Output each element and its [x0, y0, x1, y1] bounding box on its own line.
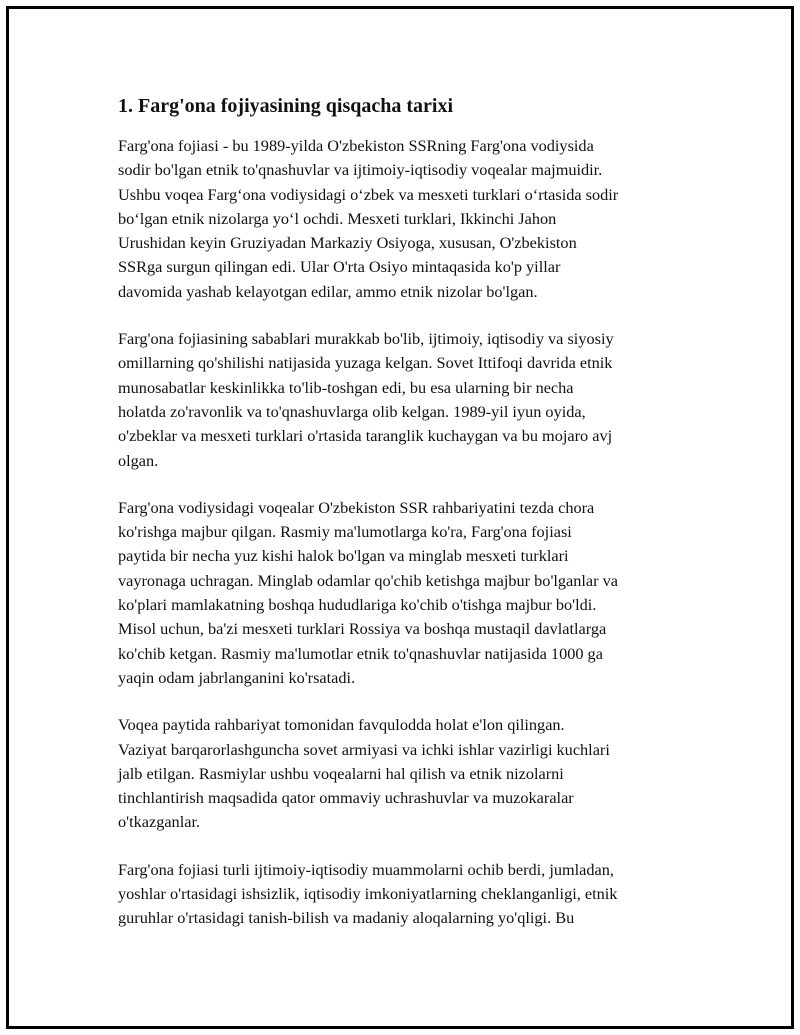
- text-line: jalb etilgan. Rasmiylar ushbu voqealarni hal qilish va etnik nizolarni: [118, 763, 564, 783]
- text-line: omillarning qo'shilishi natijasida yuzaga kelgan. Sovet Ittifoqi davrida etnik: [118, 353, 613, 373]
- section-heading: 1. Farg'ona fojiyasining qisqacha tarixi: [118, 95, 454, 117]
- text-line: Farg'ona fojiasi - bu 1989-yilda O'zbekiston SSRning Farg'ona vodiysida: [118, 136, 594, 155]
- text-line: yaqin odam jabrlanganini ko'rsatadi.: [118, 667, 356, 687]
- text-line: guruhlar o'rtasidagi tanish-bilish va madaniy aloqalarning yo'qligi. Bu: [118, 908, 575, 928]
- paragraph-5: [118, 858, 698, 931]
- text-line: Vaziyat barqarorlashguncha sovet armiyasi va ichki ishlar vazirligi kuchlari: [118, 739, 610, 759]
- paragraph-4: [118, 713, 698, 834]
- text-line: ko'chib ketgan. Rasmiy ma'lumotlar etnik to'qnashuvlar natijasida 1000 ga: [118, 643, 603, 663]
- text-line: munosabatlar keskinlikka to'lib-toshgan edi, bu esa ularning bir necha: [118, 377, 574, 397]
- paragraph-3: [118, 496, 698, 690]
- text-line: vayronaga uchragan. Minglab odamlar qo'chib ketishga majbur bo'lganlar va: [118, 570, 619, 590]
- document-body: [118, 92, 698, 954]
- text-line: ko'plari mamlakatning boshqa hududlariga ko'chib o'tishga majbur bo'ldi.: [118, 595, 597, 615]
- text-line: o'tkazganlar.: [118, 812, 201, 832]
- text-line: paytida bir necha yuz kishi halok bo'lgan va minglab mesxeti turklari: [118, 546, 569, 566]
- text-line: davomida yashab kelayotgan edilar, ammo etnik nizolar bo'lgan.: [118, 281, 538, 301]
- text-line: Farg'ona fojiasi turli ijtimoiy-iqtisodiy muammolarni ochib berdi, jumladan,: [118, 859, 614, 879]
- text-line: Ushbu voqea Farg‘ona vodiysidagi o‘zbek va mesxeti turklari o‘rtasida sodir: [118, 184, 619, 204]
- text-line: o'zbeklar va mesxeti turklari o'rtasida taranglik kuchaygan va bu mojaro avj: [118, 426, 613, 446]
- text-line: tinchlantirish maqsadida qator ommaviy uchrashuvlar va muzokaralar: [118, 788, 574, 808]
- text-line: olgan.: [118, 450, 159, 470]
- text-line: holatda zo'ravonlik va to'qnashuvlarga olib kelgan. 1989-yil iyun oyida,: [118, 401, 586, 421]
- paragraph-1: [118, 134, 698, 304]
- text-line: Misol uchun, ba'zi mesxeti turklari Rossiya va boshqa mustaqil davlatlarga: [118, 619, 607, 639]
- text-line: ko'rishga majbur qilgan. Rasmiy ma'lumotlarga ko'ra, Farg'ona fojiasi: [118, 522, 572, 542]
- paragraph-2: [118, 327, 698, 473]
- text-line: sodir bo'lgan etnik to'qnashuvlar va ijtimoiy-iqtisodiy voqealar majmuidir.: [118, 160, 603, 180]
- text-line: yoshlar o'rtasidagi ishsizlik, iqtisodiy imkoniyatlarning cheklanganligi, etnik: [118, 884, 618, 904]
- text-line: Farg'ona vodiysidagi voqealar O'zbekiston SSR rahbariyatini tezda chora: [118, 497, 595, 517]
- text-line: bo‘lgan etnik nizolarga yo‘l ochdi. Mesxeti turklari, Ikkinchi Jahon: [118, 208, 557, 228]
- text-line: Voqea paytida rahbariyat tomonidan favqulodda holat e'lon qilingan.: [118, 715, 565, 735]
- text-line: Farg'ona fojiasining sabablari murakkab bo'lib, ijtimoiy, iqtisodiy va siyosiy: [118, 329, 614, 349]
- text-line: SSRga surgun qilingan edi. Ular O'rta Osiyo mintaqasida ko'p yillar: [118, 257, 561, 277]
- text-line: Urushidan keyin Gruziyadan Markaziy Osiyoga, xususan, O'zbekiston: [118, 233, 577, 253]
